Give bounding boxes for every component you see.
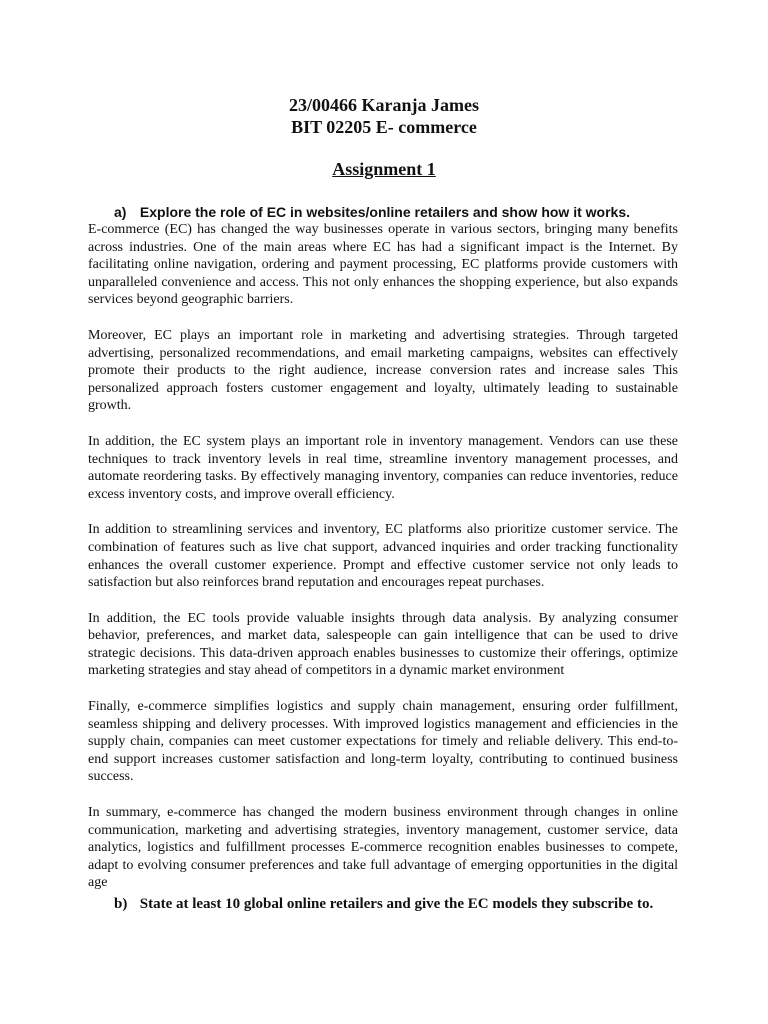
question-b-label: b)	[114, 896, 128, 912]
paragraph: In summary, e-commerce has changed the modern business environment through changes in online communication, marketing and advertising strategies, inventory management, customer service, data analytics, logistics and fulfillment processes E-commerce recognition enables businesses to compete, adapt to evolving consumer preferences and take full advantage of emerging opportunities in the digital age	[88, 805, 678, 891]
paragraph: Moreover, EC plays an important role in marketing and advertising strategies. Through targeted advertising, personalized recommendations, and email marketing campaigns, websites can effectively promote their products to the right audience, increase conversion rates and increase sales This personalized approach fosters customer engagement and loyalty, ultimately leading to sustainable growth.	[88, 327, 678, 414]
paragraph: In addition, the EC system plays an important role in inventory management. Vendors can use these techniques to track inventory levels in real time, streamline inventory management processes, and automate reordering tasks. By effectively managing inventory, companies can reduce inventories, reduce excess inventory costs, and improve overall efficiency.	[88, 433, 678, 502]
question-a-label: a)	[114, 204, 127, 220]
answer-body	[88, 221, 678, 910]
question-b-text: State at least 10 global online retailers and give the EC models they subscribe to.	[139, 896, 654, 912]
paragraph: In addition, the EC tools provide valuable insights through data analysis. By analyzing consumer behavior, preferences, and market data, salespeople can gain intelligence that can be used to drive strategic decisions. This data-driven approach enables businesses to customize their offerings, optimize marketing strategies and stay ahead of competitors in a dynamic market environment	[88, 610, 678, 679]
assignment-title: Assignment 1	[332, 159, 436, 179]
student-name-heading: 23/00466 Karanja James	[289, 95, 479, 115]
paragraph: E-commerce (EC) has changed the way businesses operate in various sectors, bringing many benefits across industries. One of the main areas where EC has had a significant impact is the Internet. By facilitating online navigation, ordering and payment processing, EC platforms provide customers with unparalleled convenience and access. This not only enhances the shopping experience, but also expands services beyond geographic barriers.	[88, 222, 678, 308]
question-a-text: Explore the role of EC in websites/online retailers and show how it works.	[139, 204, 630, 220]
paragraph: In addition to streamlining services and inventory, EC platforms also prioritize customer service. The combination of features such as live chat support, advanced inquiries and order tracking functionality enhances the overall customer experience. Prompt and effective customer service not only leads to satisfaction but also reinforces brand reputation and encourages repeat purchases.	[88, 522, 678, 591]
question-a	[114, 203, 630, 221]
question-b	[114, 895, 653, 913]
paragraph: Finally, e-commerce simplifies logistics and supply chain management, ensuring order fulfillment, seamless shipping and delivery processes. With improved logistics management and efficiencies in the supply chain, companies can meet customer expectations for timely and reliable delivery. This end-to-end support increases customer satisfaction and long-term loyalty, contributing to continued business success.	[88, 699, 678, 785]
course-heading: BIT 02205 E- commerce	[291, 117, 477, 137]
